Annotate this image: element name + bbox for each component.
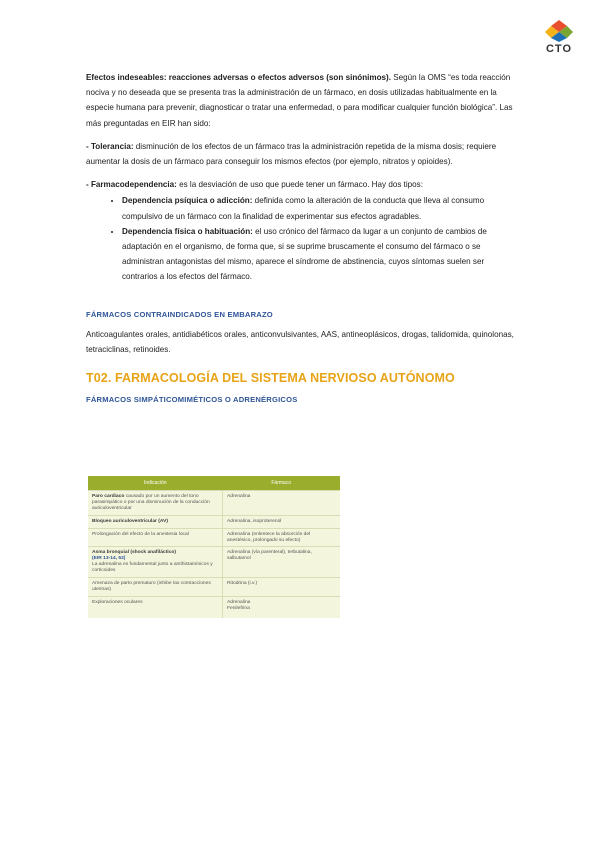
- table-cell-farmaco: Adrenalina (enlentece la absorción del anestésico, prolongado su efecto): [223, 528, 341, 547]
- simpaticomimeticos-heading: FÁRMACOS SIMPÁTICOMIMÉTICOS O ADRENÉRGICOS: [86, 395, 298, 405]
- table-row: [88, 578, 340, 597]
- table-row: [88, 596, 340, 617]
- eir-reference: (EIR 13-14, 52): [92, 556, 126, 562]
- efectos-text: Según la OMS “es toda reacción nociva y no deseada que se presenta tras la administración de un fármaco, en dosis utilizadas habitualmente en la especie humana para prevenir, diagnosticar o tratar una enfermedad, o para modificar cualquier función biológica”. Las más preguntadas en EIR han sido:: [86, 73, 513, 128]
- table-cell-farmaco: Adrenalina, isoproterenol: [223, 515, 341, 528]
- list-item: [122, 224, 514, 285]
- table-header-farmaco: Fármaco: [223, 476, 341, 491]
- indicacion-note: La adrenalina es fundamental junto a antihistamínicos y corticoides: [92, 562, 213, 574]
- indicacion-text: Amenaza de parto prematuro (inhibe las contracciones uterinas): [92, 581, 211, 592]
- contraindicados-heading: FÁRMACOS CONTRAINDICADOS EN EMBARAZO: [86, 309, 273, 319]
- table-header-indicacion: Indicación: [88, 476, 223, 491]
- paragraph-efectos: [86, 70, 514, 131]
- tolerancia-text: disminución de los efectos de un fármaco tras la administración repetida de la misma dosis; requiere aumentar la dosis de un fármaco para conseguir los mismos efectos (por ejemplo, nitratos y opioides).: [86, 141, 497, 167]
- paragraph-farmacodependencia: [86, 177, 514, 192]
- indicacion-bold: Paro cardiaco: [92, 494, 125, 499]
- table-cell-indicacion: [88, 491, 223, 516]
- indicacion-bold: Asma bronquial (shock anafiláctico): [92, 550, 176, 556]
- farmacodependencia-text: es la desviación de uso que puede tener un fármaco. Hay dos tipos:: [176, 180, 423, 190]
- indicacion-text: Exploraciones oculares: [92, 599, 143, 605]
- indicaciones-table: [88, 476, 340, 618]
- indicacion-bold: Bloqueo auriculoventricular (AV): [92, 518, 168, 524]
- table-row: [88, 491, 340, 516]
- table-cell-farmaco: Adrenalina: [223, 491, 341, 516]
- table-cell-indicacion: [88, 596, 223, 617]
- page-content: [86, 70, 514, 404]
- bullet-term: Dependencia psíquica o adicción:: [122, 196, 253, 206]
- table-cell-indicacion: [88, 547, 223, 578]
- indicacion-text: Prolongación del efecto de la anestesia local: [92, 531, 189, 537]
- cto-logo-mark: [541, 18, 577, 42]
- table-cell-farmaco: Ritodrina (i.v.): [223, 578, 341, 597]
- bullet-text: definida como la alteración de la conducta que lleva al consumo compulsivo de un fármaco con la finalidad de experimentar sus efectos agradables.: [122, 196, 485, 221]
- table-row: [88, 528, 340, 547]
- efectos-term: Efectos indeseables: reacciones adversas o efectos adversos (son sinónimos).: [86, 73, 391, 82]
- table-row: [88, 547, 340, 578]
- bullet-term: Dependencia física o habituación:: [122, 226, 253, 236]
- logo-text: CTO: [545, 43, 573, 55]
- dependencia-list: [86, 193, 514, 284]
- table-cell-indicacion: [88, 528, 223, 547]
- cto-logo: [541, 18, 577, 56]
- farmacodependencia-term: - Farmacodependencia:: [86, 180, 177, 190]
- paragraph-tolerancia: [86, 139, 514, 169]
- indicacion-text: causado por un aumento del tono parasimpático o por una disminución de la conducción auriculoventricular: [92, 494, 210, 511]
- table-cell-indicacion: [88, 578, 223, 597]
- table-row: [88, 515, 340, 528]
- contraindicados-text: Anticoagulantes orales, antidiabéticos orales, anticonvulsivantes, AAS, antineoplásicos, drogas, talidomida, quinolonas, tetraciclinas, retinoides.: [86, 329, 514, 354]
- list-item: [122, 193, 514, 223]
- tolerancia-term: - Tolerancia:: [86, 141, 134, 151]
- section-title: T02. FARMACOLOGÍA DEL SISTEMA NERVIOSO AUTÓNOMO: [86, 371, 455, 386]
- table-cell-farmaco: Adrenalina (vía parenteral), terbutalina, salbutamol: [223, 547, 341, 578]
- table-cell-farmaco: Adrenalina Fenilefrina: [223, 596, 341, 617]
- bullet-text: el uso crónico del fármaco da lugar a un conjunto de cambios de adaptación en el organismo, de forma que, si se suprime bruscamente el consumo del fármaco o se administran antagonistas del mismo, aparece el síndrome de abstinencia, cuyos síntomas suelen ser contrarios a los efectos del fármaco.: [122, 226, 487, 282]
- table-cell-indicacion: [88, 515, 223, 528]
